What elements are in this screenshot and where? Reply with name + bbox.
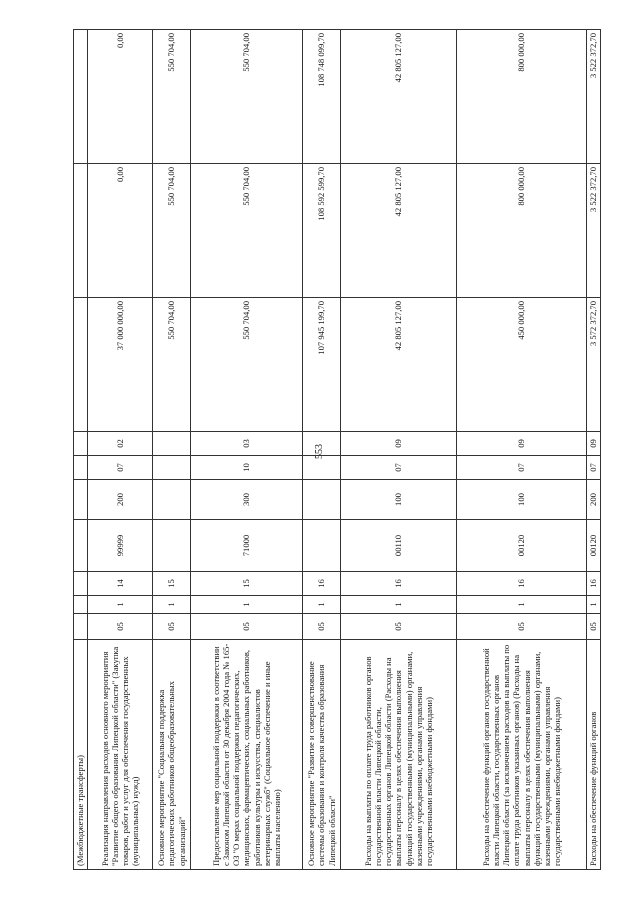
amount-year-2: 0,00	[88, 164, 153, 298]
direction-code: 00120	[457, 520, 587, 572]
direction-code	[74, 520, 88, 572]
activity-code: 16	[303, 572, 341, 596]
expense-type-code: 300	[191, 480, 303, 520]
subsection-code	[153, 432, 191, 456]
subsection-code: 09	[457, 432, 587, 456]
expense-type-code	[153, 480, 191, 520]
subsection-code: 03	[191, 432, 303, 456]
section-code	[303, 456, 341, 480]
section-code	[74, 456, 88, 480]
budget-table	[73, 29, 601, 870]
expense-type-code: 200	[88, 480, 153, 520]
section-code: 10	[191, 456, 303, 480]
subprogram-code: 1	[457, 596, 587, 614]
subprogram-code: 1	[153, 596, 191, 614]
amount-year-1: 37 000 000,00	[88, 298, 153, 432]
amount-year-2: 3 522 372,70	[587, 164, 601, 298]
rotated-table-container	[73, 30, 599, 870]
amount-year-1: 550 704,00	[191, 298, 303, 432]
amount-year-2	[74, 164, 88, 298]
table-row	[587, 30, 601, 870]
subsection-code: 09	[341, 432, 457, 456]
direction-code: 00120	[587, 520, 601, 572]
subsection-code	[303, 432, 341, 456]
amount-year-1: 550 704,00	[153, 298, 191, 432]
table-row	[303, 30, 341, 870]
amount-year-3: 0,00	[88, 30, 153, 164]
subprogram-code: 1	[88, 596, 153, 614]
amount-year-3: 3 522 372,70	[587, 30, 601, 164]
expense-type-code: 100	[341, 480, 457, 520]
section-code: 07	[457, 456, 587, 480]
program-code: 05	[153, 614, 191, 640]
program-code: 05	[191, 614, 303, 640]
amount-year-1: 107 945 199,70	[303, 298, 341, 432]
subsection-code	[74, 432, 88, 456]
subsection-code: 09	[587, 432, 601, 456]
direction-code: 71000	[191, 520, 303, 572]
table-row	[457, 30, 587, 870]
table-row	[74, 30, 88, 870]
subsection-code: 02	[88, 432, 153, 456]
subprogram-code: 1	[191, 596, 303, 614]
activity-code: 15	[191, 572, 303, 596]
amount-year-3: 108 748 099,70	[303, 30, 341, 164]
subprogram-code: 1	[341, 596, 457, 614]
row-description: Расходы на обеспечение функций органов	[587, 640, 601, 870]
table-row	[153, 30, 191, 870]
program-code: 05	[341, 614, 457, 640]
program-code: 05	[587, 614, 601, 640]
direction-code	[153, 520, 191, 572]
amount-year-3: 550 704,00	[191, 30, 303, 164]
activity-code: 16	[457, 572, 587, 596]
amount-year-1: 42 805 127,00	[341, 298, 457, 432]
section-code: 07	[587, 456, 601, 480]
expense-type-code	[74, 480, 88, 520]
row-description: Расходы на обеспечение функций органов государственной власти Липецкой области, государственных органов Липецкой области (за исключением расходов на выплаты по оплате труда работников указанных органов) (Расходы на выплаты персоналу в целях обеспечения выполнения функций государственными (муниципальными) органами, казенными учреждениями, органами управления государственными внебюджетными фондами)	[457, 640, 587, 870]
amount-year-3: 550 704,00	[153, 30, 191, 164]
row-description: Расходы на выплаты по оплате труда работников органов государственной власти Липецкой области, государственных органов Липецкой области (Расходы на выплаты персоналу в целях обеспечения выполнения функций государственными (муниципальными) органами, казенными учреждениями, органами управления государственными внебюджетными фондами)	[341, 640, 457, 870]
table-row	[88, 30, 153, 870]
activity-code	[74, 572, 88, 596]
expense-type-code	[303, 480, 341, 520]
amount-year-3	[74, 30, 88, 164]
amount-year-1: 450 000,00	[457, 298, 587, 432]
activity-code: 16	[587, 572, 601, 596]
amount-year-2: 550 704,00	[191, 164, 303, 298]
amount-year-1: 3 572 372,70	[587, 298, 601, 432]
activity-code: 14	[88, 572, 153, 596]
program-code: 05	[303, 614, 341, 640]
amount-year-3: 42 805 127,00	[341, 30, 457, 164]
table-row	[191, 30, 303, 870]
direction-code: 00110	[341, 520, 457, 572]
row-description: Основное мероприятие "Развитие и совершенствование системы образования и контроля качества образования Липецкой области"	[303, 640, 341, 870]
expense-type-code: 100	[457, 480, 587, 520]
amount-year-2: 42 805 127,00	[341, 164, 457, 298]
direction-code	[303, 520, 341, 572]
amount-year-1	[74, 298, 88, 432]
page-number: 553	[314, 444, 325, 459]
direction-code: 99999	[88, 520, 153, 572]
program-code	[74, 614, 88, 640]
table-row	[341, 30, 457, 870]
section-code	[153, 456, 191, 480]
subprogram-code	[74, 596, 88, 614]
program-code: 05	[457, 614, 587, 640]
row-description: Основное мероприятие "Социальная поддержка педагогических работников общеобразовательных организаций"	[153, 640, 191, 870]
expense-type-code: 200	[587, 480, 601, 520]
amount-year-2: 108 592 599,70	[303, 164, 341, 298]
activity-code: 16	[341, 572, 457, 596]
program-code: 05	[88, 614, 153, 640]
activity-code: 15	[153, 572, 191, 596]
section-code: 07	[341, 456, 457, 480]
amount-year-2: 800 000,00	[457, 164, 587, 298]
row-description: Предоставление мер социальной поддержки в соответствии с Законом Липецкой области от 30 декабря 2004 года № 165-ОЗ "О мерах социальной поддержки педагогических, медицинских, фармацевтических, социальных работников, работников культуры и искусства, специалистов ветеринарных служб" (Социальное обеспечение и иные выплаты населению)	[191, 640, 303, 870]
subprogram-code: 1	[587, 596, 601, 614]
section-code: 07	[88, 456, 153, 480]
amount-year-2: 550 704,00	[153, 164, 191, 298]
subprogram-code: 1	[303, 596, 341, 614]
amount-year-3: 800 000,00	[457, 30, 587, 164]
row-description: Реализация направления расходов основного мероприятия "Развитие общего образования Липецкой области" (Закупка товаров, работ и услуг для обеспечения государственных (муниципальных) нужд)	[88, 640, 153, 870]
row-description: (Межбюджетные трансферты)	[74, 640, 88, 870]
